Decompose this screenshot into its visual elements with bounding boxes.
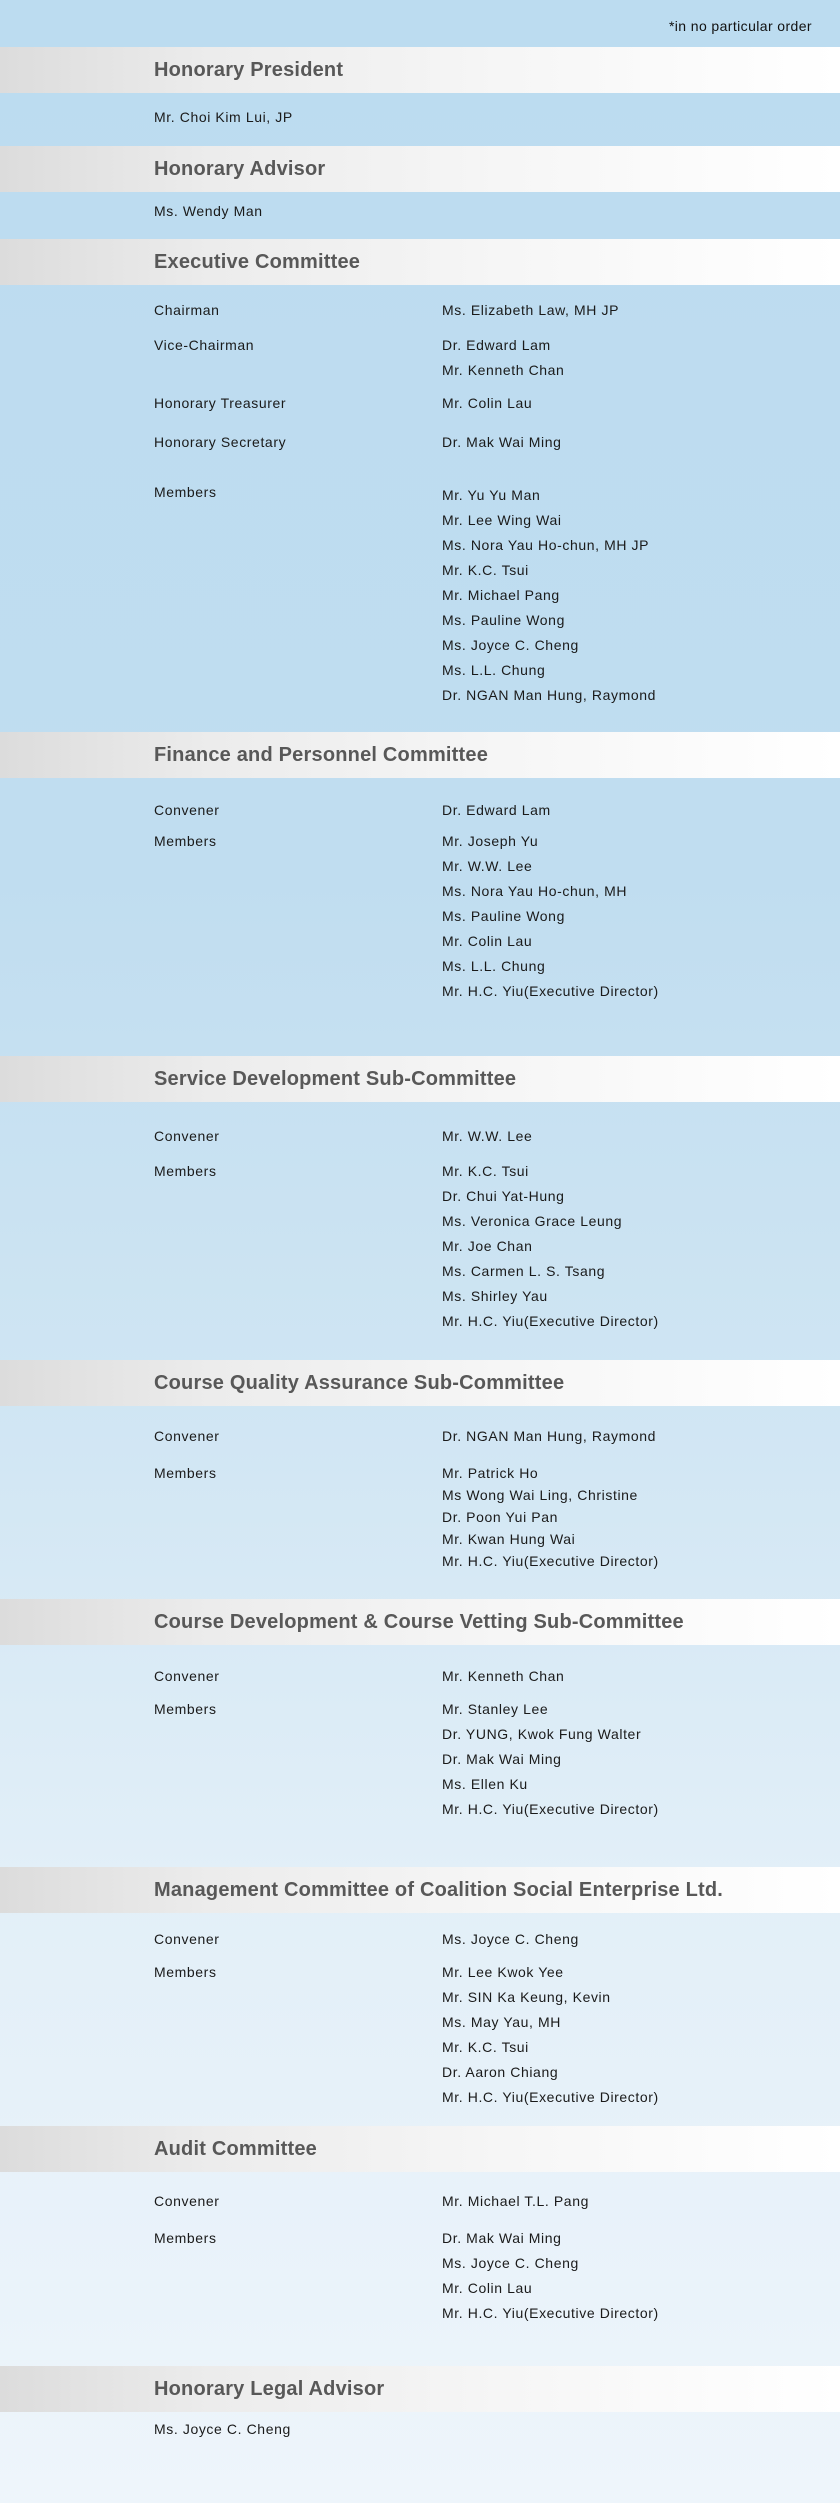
name-list bbox=[442, 434, 562, 459]
name-list bbox=[442, 1465, 659, 1575]
section-header-course-quality-assurance bbox=[0, 1360, 840, 1406]
name-list bbox=[442, 833, 659, 1008]
member-name: Dr. Edward Lam bbox=[442, 337, 551, 353]
section-title: Management Committee of Coalition Social Enterprise Ltd. bbox=[154, 1879, 724, 1901]
member-name: Mr. K.C. Tsui bbox=[442, 562, 529, 578]
honorary-president-name: Mr. Choi Kim Lui, JP bbox=[154, 109, 293, 125]
name-list bbox=[442, 1668, 564, 1693]
member-name: Mr. Michael T.L. Pang bbox=[442, 2193, 589, 2209]
role-label: Convener bbox=[154, 1931, 220, 1947]
name-list bbox=[442, 1163, 659, 1338]
role-label: Members bbox=[154, 833, 217, 849]
member-name: Mr. Kenneth Chan bbox=[442, 362, 565, 378]
member-name: Ms. Nora Yau Ho-chun, MH JP bbox=[442, 537, 650, 553]
member-name: Ms. Elizabeth Law, MH JP bbox=[442, 302, 620, 318]
member-name: Mr. K.C. Tsui bbox=[442, 1163, 529, 1179]
member-name: Mr. Joe Chan bbox=[442, 1238, 533, 1254]
name-list bbox=[442, 1128, 532, 1153]
section-header-audit-committee bbox=[0, 2126, 840, 2172]
section-title: Finance and Personnel Committee bbox=[154, 744, 489, 766]
member-name: Ms. Pauline Wong bbox=[442, 612, 565, 628]
section-header-honorary-president bbox=[0, 47, 840, 93]
role-label: Members bbox=[154, 1964, 217, 1980]
role-label: Convener bbox=[154, 1668, 220, 1684]
member-name: Ms. Carmen L. S. Tsang bbox=[442, 1263, 606, 1279]
member-name: Mr. H.C. Yiu(Executive Director) bbox=[442, 2089, 659, 2105]
member-name: Mr. SIN Ka Keung, Kevin bbox=[442, 1989, 611, 2005]
section-header-executive-committee bbox=[0, 239, 840, 285]
member-name: Ms. Joyce C. Cheng bbox=[442, 1931, 579, 1947]
role-label: Members bbox=[154, 1163, 217, 1179]
member-name: Ms. Joyce C. Cheng bbox=[442, 2255, 579, 2271]
member-name: Mr. Colin Lau bbox=[442, 2280, 533, 2296]
member-name: Mr. W.W. Lee bbox=[442, 1128, 533, 1144]
member-name: Ms. Shirley Yau bbox=[442, 1288, 548, 1304]
member-name: Dr. Mak Wai Ming bbox=[442, 1751, 562, 1767]
role-label: Members bbox=[154, 1465, 217, 1481]
section-header-finance-personnel-committee bbox=[0, 732, 840, 778]
member-name: Mr. Yu Yu Man bbox=[442, 487, 541, 503]
member-name: Dr. YUNG, Kwok Fung Walter bbox=[442, 1726, 642, 1742]
member-name: Mr. Michael Pang bbox=[442, 587, 560, 603]
section-title: Service Development Sub-Committee bbox=[154, 1068, 517, 1090]
member-name: Mr. H.C. Yiu(Executive Director) bbox=[442, 1313, 659, 1329]
section-title: Course Quality Assurance Sub-Committee bbox=[154, 1372, 565, 1394]
section-header-service-development bbox=[0, 1056, 840, 1102]
member-name: Ms. L.L. Chung bbox=[442, 662, 546, 678]
member-name: Dr. NGAN Man Hung, Raymond bbox=[442, 1428, 657, 1444]
member-name: Ms. Nora Yau Ho-chun, MH bbox=[442, 883, 628, 899]
role-label: Convener bbox=[154, 2193, 220, 2209]
section-header-honorary-advisor bbox=[0, 146, 840, 192]
member-name: Dr. Mak Wai Ming bbox=[442, 434, 562, 450]
role-label: Convener bbox=[154, 802, 220, 818]
honorary-legal-advisor-name: Ms. Joyce C. Cheng bbox=[154, 2421, 291, 2437]
member-name: Mr. H.C. Yiu(Executive Director) bbox=[442, 1801, 659, 1817]
member-name: Mr. Stanley Lee bbox=[442, 1701, 549, 1717]
honorary-advisor-name: Ms. Wendy Man bbox=[154, 203, 263, 219]
name-list bbox=[442, 1931, 579, 1956]
member-name: Ms. L.L. Chung bbox=[442, 958, 546, 974]
member-name: Mr. H.C. Yiu(Executive Director) bbox=[442, 983, 659, 999]
member-name: Mr. Kwan Hung Wai bbox=[442, 1531, 576, 1547]
role-label: Vice-Chairman bbox=[154, 337, 255, 353]
section-title: Executive Committee bbox=[154, 251, 361, 273]
name-list bbox=[442, 302, 619, 327]
member-name: Mr. K.C. Tsui bbox=[442, 2039, 529, 2055]
name-list bbox=[442, 1428, 656, 1453]
name-list bbox=[442, 337, 564, 387]
name-list bbox=[442, 2193, 589, 2218]
name-list bbox=[442, 2230, 659, 2330]
member-name: Dr. NGAN Man Hung, Raymond bbox=[442, 687, 657, 703]
section-header-management-committee bbox=[0, 1867, 840, 1913]
role-label: Members bbox=[154, 2230, 217, 2246]
member-name: Mr. Colin Lau bbox=[442, 395, 533, 411]
role-label: Members bbox=[154, 484, 217, 500]
member-name: Mr. W.W. Lee bbox=[442, 858, 533, 874]
member-name: Ms. Veronica Grace Leung bbox=[442, 1213, 623, 1229]
section-title: Honorary President bbox=[154, 59, 344, 81]
section-title: Audit Committee bbox=[154, 2138, 317, 2160]
role-label: Convener bbox=[154, 1428, 220, 1444]
member-name: Mr. Joseph Yu bbox=[442, 833, 539, 849]
section-header-honorary-legal-advisor bbox=[0, 2366, 840, 2412]
member-name: Mr. Lee Kwok Yee bbox=[442, 1964, 564, 1980]
member-name: Ms. Pauline Wong bbox=[442, 908, 565, 924]
member-name: Ms. May Yau, MH bbox=[442, 2014, 561, 2030]
member-name: Dr. Chui Yat-Hung bbox=[442, 1188, 565, 1204]
section-title: Course Development & Course Vetting Sub-Committee bbox=[154, 1611, 684, 1633]
member-name: Dr. Poon Yui Pan bbox=[442, 1509, 558, 1525]
name-list bbox=[442, 395, 532, 420]
member-name: Mr. Patrick Ho bbox=[442, 1465, 539, 1481]
member-name: Mr. Lee Wing Wai bbox=[442, 512, 562, 528]
member-name: Mr. Colin Lau bbox=[442, 933, 533, 949]
member-name: Mr. H.C. Yiu(Executive Director) bbox=[442, 1553, 659, 1569]
member-name: Ms Wong Wai Ling, Christine bbox=[442, 1487, 638, 1503]
name-list bbox=[442, 1964, 659, 2114]
role-label: Honorary Secretary bbox=[154, 434, 287, 450]
member-name: Ms. Ellen Ku bbox=[442, 1776, 528, 1792]
member-name: Ms. Joyce C. Cheng bbox=[442, 637, 579, 653]
role-label: Members bbox=[154, 1701, 217, 1717]
role-label: Honorary Treasurer bbox=[154, 395, 287, 411]
role-label: Chairman bbox=[154, 302, 220, 318]
order-note: *in no particular order bbox=[668, 18, 812, 34]
section-title: Honorary Legal Advisor bbox=[154, 2378, 385, 2400]
member-name: Mr. H.C. Yiu(Executive Director) bbox=[442, 2305, 659, 2321]
member-name: Mr. Kenneth Chan bbox=[442, 1668, 565, 1684]
name-list bbox=[442, 802, 551, 827]
section-title: Honorary Advisor bbox=[154, 158, 326, 180]
member-name: Dr. Mak Wai Ming bbox=[442, 2230, 562, 2246]
name-list bbox=[442, 1701, 659, 1826]
section-header-course-development-vetting bbox=[0, 1599, 840, 1645]
role-label: Convener bbox=[154, 1128, 220, 1144]
name-list bbox=[442, 487, 656, 712]
member-name: Dr. Aaron Chiang bbox=[442, 2064, 559, 2080]
member-name: Dr. Edward Lam bbox=[442, 802, 551, 818]
